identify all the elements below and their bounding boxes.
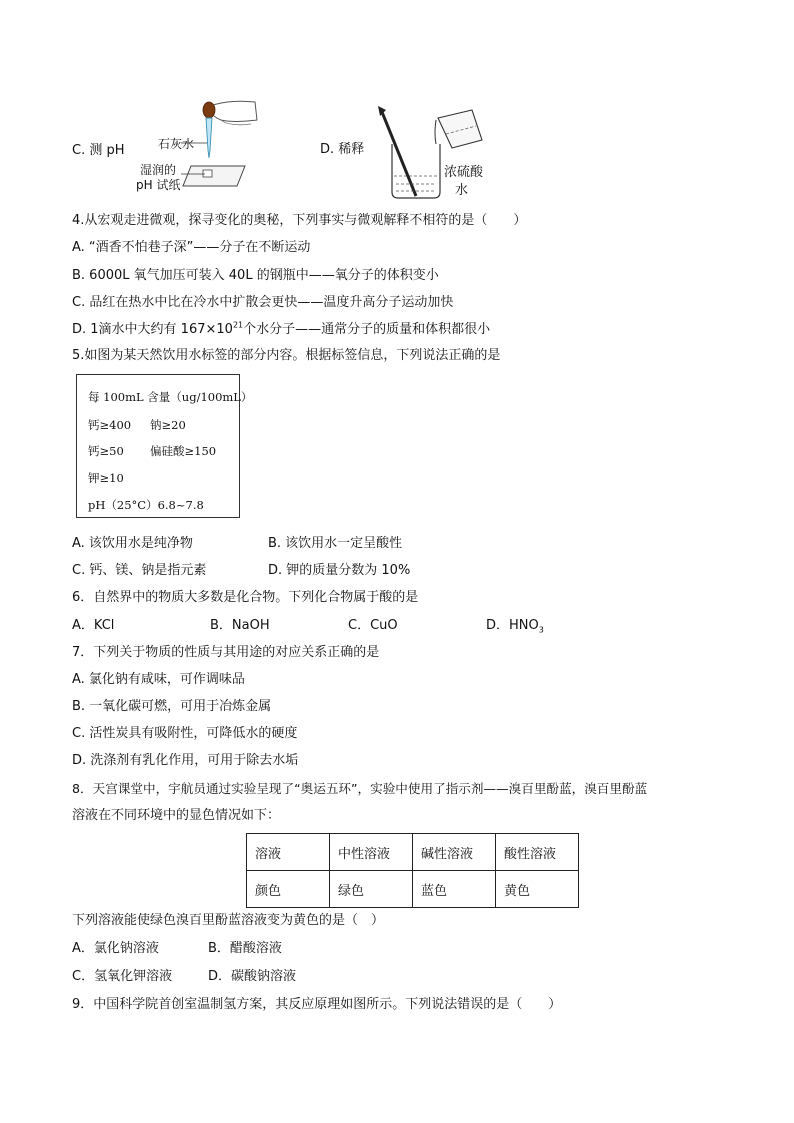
q5-option-b: B. 该饮用水一定呈酸性 xyxy=(268,536,403,551)
q8-option-d: D．碳酸钠溶液 xyxy=(208,969,297,984)
water-label-box xyxy=(76,374,253,518)
table-row xyxy=(247,871,579,908)
table-cell: 颜色 xyxy=(247,871,330,908)
ph-figure-reagent-label: 石灰水 xyxy=(158,137,195,151)
dilution-water-label: 水 xyxy=(455,183,469,198)
q7-option-c: C. 活性炭具有吸附性，可降低水的硬度 xyxy=(72,726,298,741)
q8-stem-line-1: 8．天宫课堂中，宇航员通过实验呈现了“奥运五环”，实验中使用了指示剂——溴百里酚蓝，溴百里酚蓝 xyxy=(72,781,648,796)
ph-figure-paper-label-2: pH 试纸 xyxy=(136,178,181,192)
table-cell: 溶液 xyxy=(247,834,330,871)
water-label-calcium: 钙≥400 xyxy=(88,418,132,432)
q3-option-c-label: C. 测 pH xyxy=(72,143,125,158)
q6-option-a: A．KCl xyxy=(72,618,115,633)
table-cell: 中性溶液 xyxy=(330,834,413,871)
q4-option-d: D. 1滴水中大约有 $167\times 10^{21}$个水分子——通常分子的质量和体积都很小 xyxy=(72,320,491,337)
indicator-color-table xyxy=(246,833,579,908)
q9-stem: 9．中国科学院首创室温制氢方案，其反应原理如图所示。下列说法错误的是（ ） xyxy=(72,997,562,1012)
q7-option-a: A. 氯化钠有咸味，可作调味品 xyxy=(72,672,245,687)
q6-option-d: D．$HNO_3$ xyxy=(486,618,544,635)
table-header-row xyxy=(247,834,579,871)
q3-option-d-label: D. 稀释 xyxy=(320,142,365,157)
water-label-silicic-acid: 偏硅酸≥150 xyxy=(150,444,217,458)
q5-option-c: C. 钙、镁、钠是指元素 xyxy=(72,563,207,578)
table-cell: 酸性溶液 xyxy=(496,834,579,871)
water-label-sodium: 钠≥20 xyxy=(150,418,186,432)
q7-option-d: D. 洗涤剂有乳化作用，可用于除去水垢 xyxy=(72,753,299,768)
q4-option-c: C. 品红在热水中比在冷水中扩散会更快——温度升高分子运动加快 xyxy=(72,295,454,310)
dilution-acid-label: 浓硫酸 xyxy=(444,165,484,180)
table-cell: 绿色 xyxy=(330,871,413,908)
q6-option-b: B．NaOH xyxy=(210,618,270,633)
table-cell: 蓝色 xyxy=(413,871,496,908)
water-label-magnesium: 钙≥50 xyxy=(88,444,124,458)
q8-option-b: B．醋酸溶液 xyxy=(208,941,282,956)
q5-option-d: D. 钾的质量分数为 10% xyxy=(268,563,411,578)
ph-figure-paper-label-1: 湿润的 xyxy=(140,163,177,177)
table-cell: 黄色 xyxy=(496,871,579,908)
water-label-ph: pH（25°C）6.8~7.8 xyxy=(88,498,204,512)
q4-option-a: A. “酒香不怕巷子深”——分子在不断运动 xyxy=(72,240,311,255)
q8-option-c: C．氢氧化钾溶液 xyxy=(72,969,173,984)
q4-option-b: B. 6000L 氧气加压可装入 40L 的钢瓶中——氧分子的体积变小 xyxy=(72,268,439,283)
q6-stem: 6．自然界中的物质大多数是化合物。下列化合物属于酸的是 xyxy=(72,590,419,605)
water-label-header: 每 100mL 含量（ug/100mL） xyxy=(88,390,253,404)
table-cell: 碱性溶液 xyxy=(413,834,496,871)
q8-question: 下列溶液能使绿色溴百里酚蓝溶液变为黄色的是（ ） xyxy=(72,913,385,928)
q8-option-a: A．氯化钠溶液 xyxy=(72,941,159,956)
q6-option-c: C．CuO xyxy=(348,618,398,633)
q8-stem-line-2: 溶液在不同环境中的显色情况如下： xyxy=(72,808,281,823)
q5-option-a: A. 该饮用水是纯净物 xyxy=(72,536,193,551)
q7-option-b: B. 一氧化碳可燃，可用于冶炼金属 xyxy=(72,699,272,714)
water-label-potassium: 钾≥10 xyxy=(88,471,124,485)
dilution-figure xyxy=(372,104,492,204)
q7-stem: 7．下列关于物质的性质与其用途的对应关系正确的是 xyxy=(72,645,380,660)
q4-stem: 4.从宏观走进微观，探寻变化的奥秘，下列事实与微观解释不相符的是（ ） xyxy=(72,213,527,228)
q5-stem: 5.如图为某天然饮用水标签的部分内容。根据标签信息，下列说法正确的是 xyxy=(72,348,501,363)
